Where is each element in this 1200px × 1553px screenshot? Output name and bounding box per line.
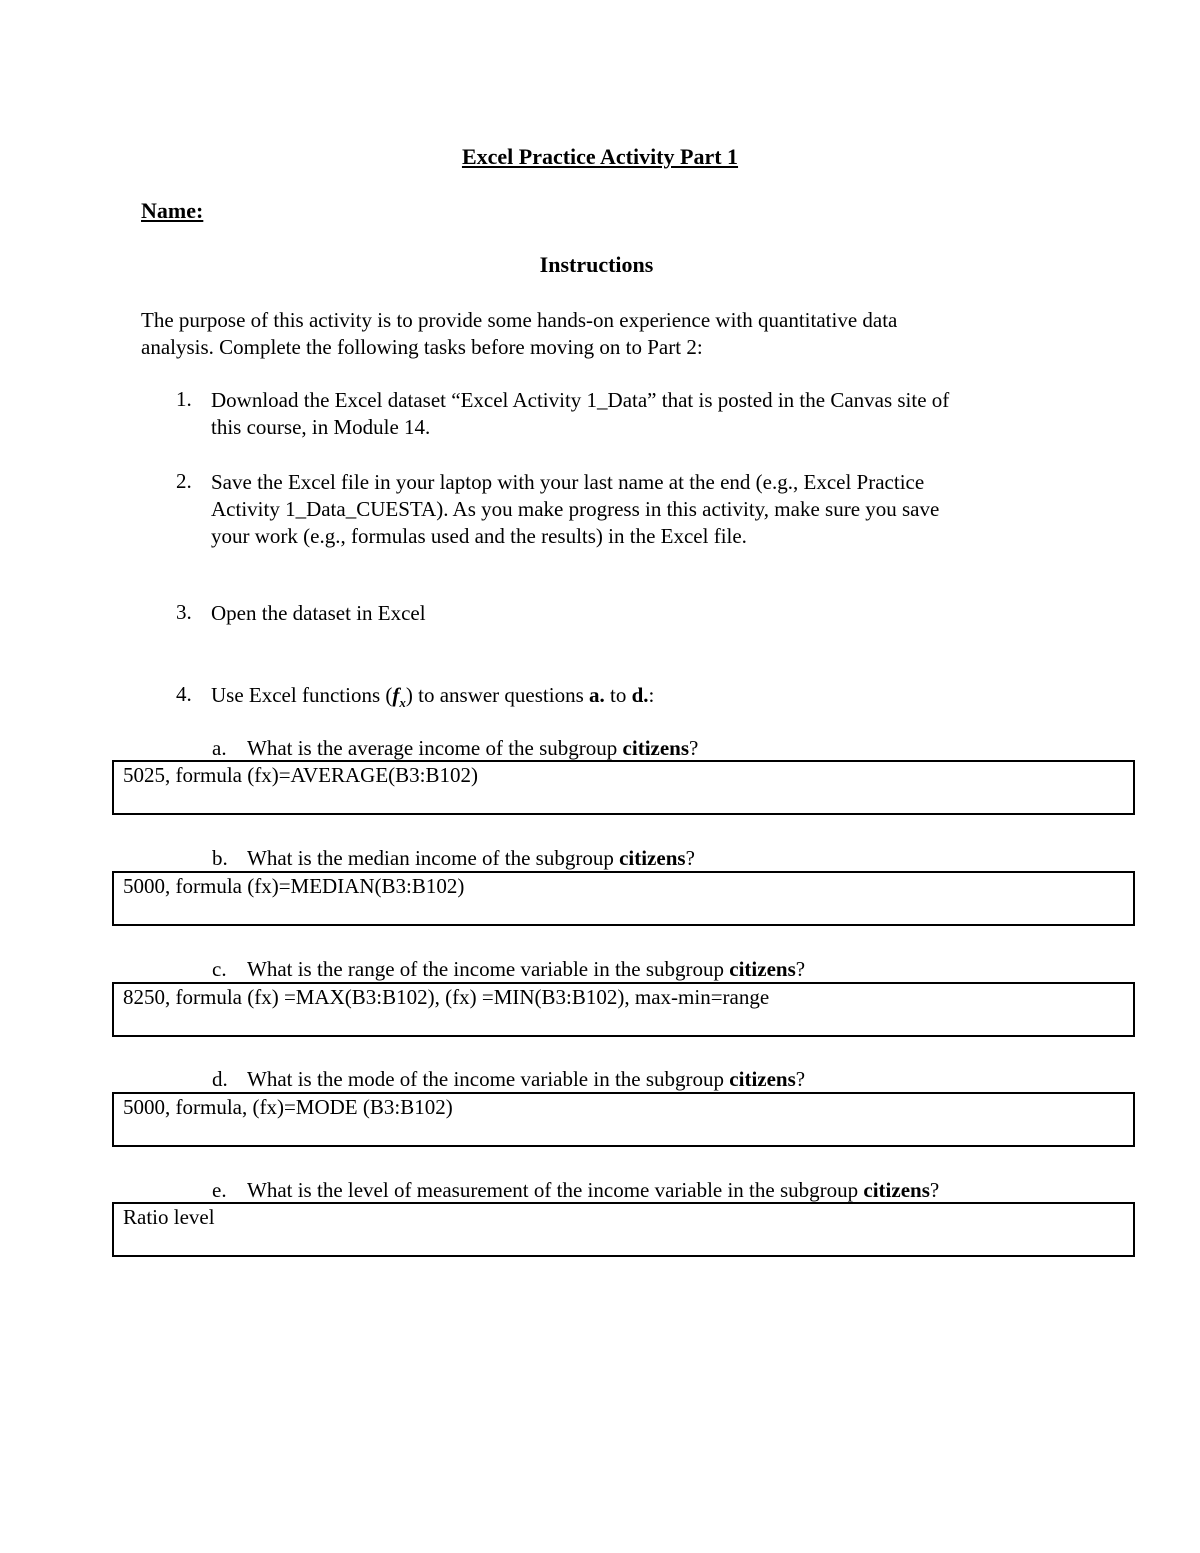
step-line: Activity 1_Data_CUESTA). As you make progress in this activity, make sure you save — [211, 497, 940, 521]
answer-box[interactable] — [112, 871, 1135, 926]
answer-box[interactable] — [112, 760, 1135, 815]
question-ref: d. — [631, 683, 649, 707]
answer-box[interactable] — [112, 1092, 1135, 1147]
step-line: Open the dataset in Excel — [211, 601, 426, 625]
question-ref: a. — [589, 683, 605, 707]
question-letter: b. — [212, 846, 228, 870]
step-text-part: to — [604, 683, 632, 707]
step-text-part: : — [648, 683, 655, 707]
question-letter: c. — [212, 957, 227, 981]
answer-box[interactable] — [112, 1202, 1135, 1257]
step-text-part: Use Excel functions ( — [211, 683, 393, 707]
fx-icon: $f_x$ — [392, 683, 406, 711]
answer-text: 5000, formula (fx)=MEDIAN(B3:B102) — [123, 874, 465, 898]
question-letter: e. — [212, 1178, 227, 1202]
purpose-paragraph — [141, 307, 897, 361]
answer-text: 5000, formula, (fx)=MODE (B3:B102) — [123, 1095, 453, 1119]
step-text-part: ) to answer questions — [405, 683, 590, 707]
answer-box[interactable] — [112, 982, 1135, 1037]
question-text: What is the mode of the income variable in the subgroup citizens? — [247, 1067, 806, 1091]
step-text — [211, 469, 939, 550]
step-line: your work (e.g., formulas used and the results) in the Excel file. — [211, 524, 747, 548]
step-line: Save the Excel file in your laptop with your last name at the end (e.g., Excel Practice — [211, 470, 925, 494]
step-number: 2. — [176, 469, 192, 493]
answer-text: Ratio level — [123, 1205, 215, 1229]
name-label: Name: — [141, 198, 204, 223]
answer-text: 8250, formula (fx) =MAX(B3:B102), (fx) =MIN(B3:B102), max-min=range — [123, 985, 770, 1009]
purpose-line: analysis. Complete the following tasks before moving on to Part 2: — [141, 335, 703, 359]
question-text: What is the range of the income variable in the subgroup citizens? — [247, 957, 806, 981]
question-text: What is the average income of the subgroup citizens? — [247, 736, 699, 760]
question-text: What is the level of measurement of the income variable in the subgroup citizens? — [247, 1178, 940, 1202]
step-text — [211, 387, 949, 441]
question-letter: d. — [212, 1067, 228, 1091]
step-number: 3. — [176, 600, 192, 624]
purpose-line: The purpose of this activity is to provide some hands-on experience with quantitative data — [141, 308, 898, 332]
step-number: 1. — [176, 387, 192, 411]
question-text: What is the median income of the subgroup citizens? — [247, 846, 695, 870]
page-title: Excel Practice Activity Part 1 — [461, 144, 739, 169]
answer-text: 5025, formula (fx)=AVERAGE(B3:B102) — [123, 763, 479, 787]
instructions-heading: Instructions — [539, 252, 654, 277]
question-letter: a. — [212, 736, 227, 760]
step-line: Download the Excel dataset “Excel Activity 1_Data” that is posted in the Canvas site of — [211, 388, 950, 412]
step-line: this course, in Module 14. — [211, 415, 431, 439]
step-number: 4. — [176, 682, 192, 706]
step-text — [211, 682, 654, 716]
